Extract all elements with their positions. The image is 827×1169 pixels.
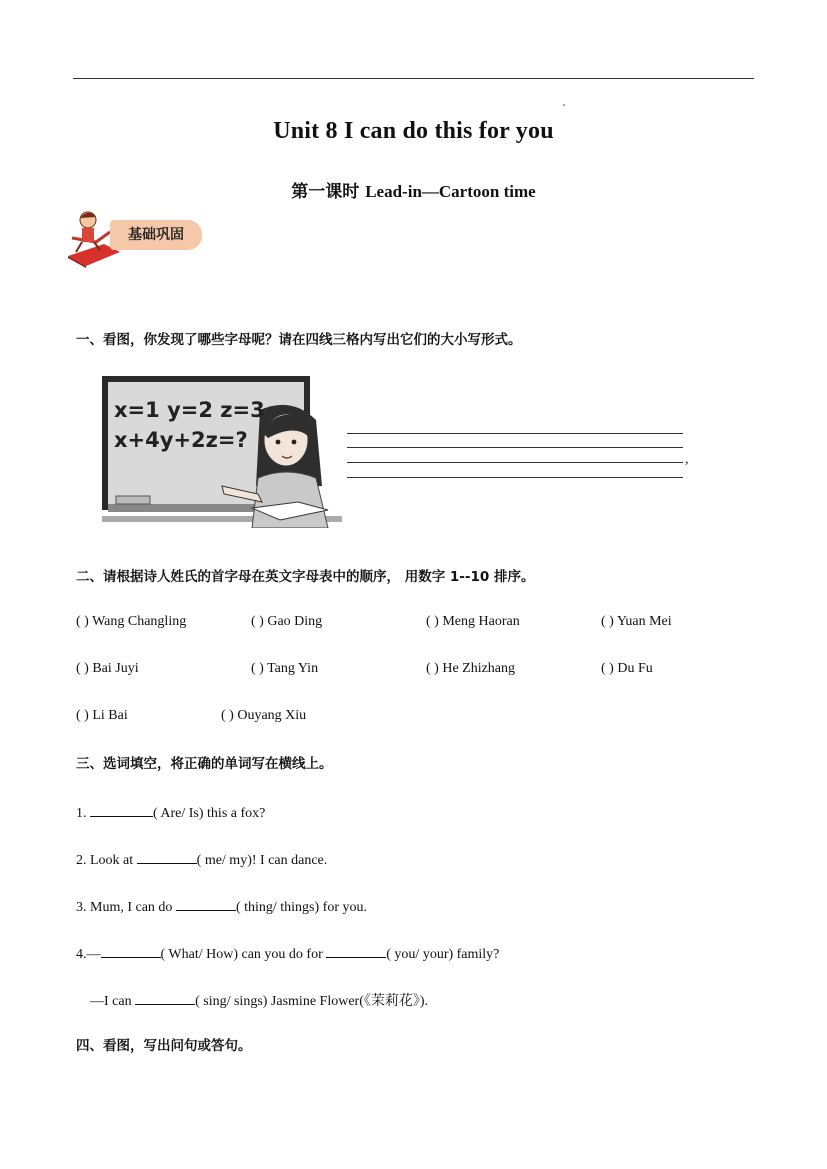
four-line-grid-line-1[interactable] — [347, 433, 683, 434]
four-line-grid-line-3[interactable] — [347, 462, 683, 463]
poet-item — [251, 614, 322, 630]
question-text: ( sing/ sings) Jasmine Flower(《茉莉花》). — [195, 994, 429, 1009]
four-line-grid-line-4[interactable] — [347, 477, 683, 478]
section3-heading: 三、选词填空，将正确的单词写在横线上。 — [76, 756, 333, 772]
poet-name: Li Bai — [92, 708, 128, 723]
header-rule — [73, 78, 754, 79]
poet-item — [601, 661, 653, 677]
question-text: —I can — [90, 994, 132, 1009]
order-paren[interactable]: ( ) — [76, 661, 89, 676]
poet-item — [76, 708, 128, 724]
poet-name: Bai Juyi — [92, 661, 139, 676]
page-subtitle — [0, 177, 827, 202]
poet-name: Ouyang Xiu — [237, 708, 307, 723]
poet-item — [426, 661, 515, 677]
question-text: ( Are/ Is) this a fox? — [153, 806, 266, 821]
poet-name: Gao Ding — [267, 614, 323, 629]
poet-name: Wang Changling — [92, 614, 187, 629]
order-paren[interactable]: ( ) — [76, 614, 89, 629]
subtitle-en: Lead-in—Cartoon time — [365, 182, 536, 201]
order-paren[interactable]: ( ) — [426, 614, 439, 629]
subtitle-cn: 第一课时 — [291, 182, 360, 202]
page-title: Unit 8 I can do this for you — [273, 118, 554, 144]
answer-blank[interactable] — [101, 943, 161, 958]
question-text: 4.— — [76, 947, 101, 962]
answer-blank[interactable] — [137, 849, 197, 864]
poet-name: Tang Yin — [267, 661, 319, 676]
order-paren[interactable]: ( ) — [251, 661, 264, 676]
order-paren[interactable]: ( ) — [221, 708, 234, 723]
four-line-grid-line-2[interactable] — [347, 447, 683, 448]
question-text: ( thing/ things) for you. — [235, 900, 367, 915]
question-text: ( me/ my)! I can dance. — [196, 853, 328, 868]
board-line-1: x=1 y=2 z=3 — [114, 398, 265, 422]
answer-blank[interactable] — [90, 802, 153, 817]
blackboard-illustration — [102, 376, 342, 528]
board-line-2: x+4y+2z=? — [114, 428, 248, 452]
poet-name: Yuan Mei — [616, 614, 672, 629]
stray-dot — [563, 104, 565, 106]
poet-name: Meng Haoran — [442, 614, 520, 629]
question-text: ( you/ your) family? — [386, 947, 500, 962]
answer-blank[interactable] — [176, 896, 236, 911]
poet-item — [221, 708, 306, 724]
question-text: ( What/ How) can you do for — [160, 947, 323, 962]
question-4-answer — [90, 990, 428, 1010]
order-paren[interactable]: ( ) — [426, 661, 439, 676]
order-paren[interactable]: ( ) — [601, 661, 614, 676]
poet-item — [426, 614, 520, 630]
question-4 — [76, 943, 499, 963]
answer-blank[interactable] — [326, 943, 386, 958]
section-badge — [66, 208, 206, 268]
poet-name: He Zhizhang — [442, 661, 516, 676]
order-paren[interactable]: ( ) — [251, 614, 264, 629]
question-2 — [76, 849, 327, 869]
answer-blank[interactable] — [135, 990, 195, 1005]
poet-item — [76, 661, 139, 677]
poet-item — [251, 661, 318, 677]
section2-heading: 二、请根据诗人姓氏的首字母在英文字母表中的顺序， 用数字 1--10 排序。 — [76, 569, 535, 585]
poet-item — [76, 614, 186, 630]
question-text: 2. Look at — [76, 853, 134, 868]
question-1 — [76, 802, 265, 822]
trailing-comma: , — [685, 452, 689, 467]
section4-heading: 四、看图，写出问句或答句。 — [76, 1038, 252, 1054]
poet-name: Du Fu — [617, 661, 653, 676]
section1-heading: 一、看图，你发现了哪些字母呢？请在四线三格内写出它们的大小写形式。 — [76, 332, 522, 348]
question-number: 1. — [76, 806, 87, 821]
poet-item — [601, 614, 672, 630]
order-paren[interactable]: ( ) — [601, 614, 614, 629]
badge-label: 基础巩固 — [110, 220, 202, 250]
question-text: 3. Mum, I can do — [76, 900, 173, 915]
order-paren[interactable]: ( ) — [76, 708, 89, 723]
question-3 — [76, 896, 367, 916]
